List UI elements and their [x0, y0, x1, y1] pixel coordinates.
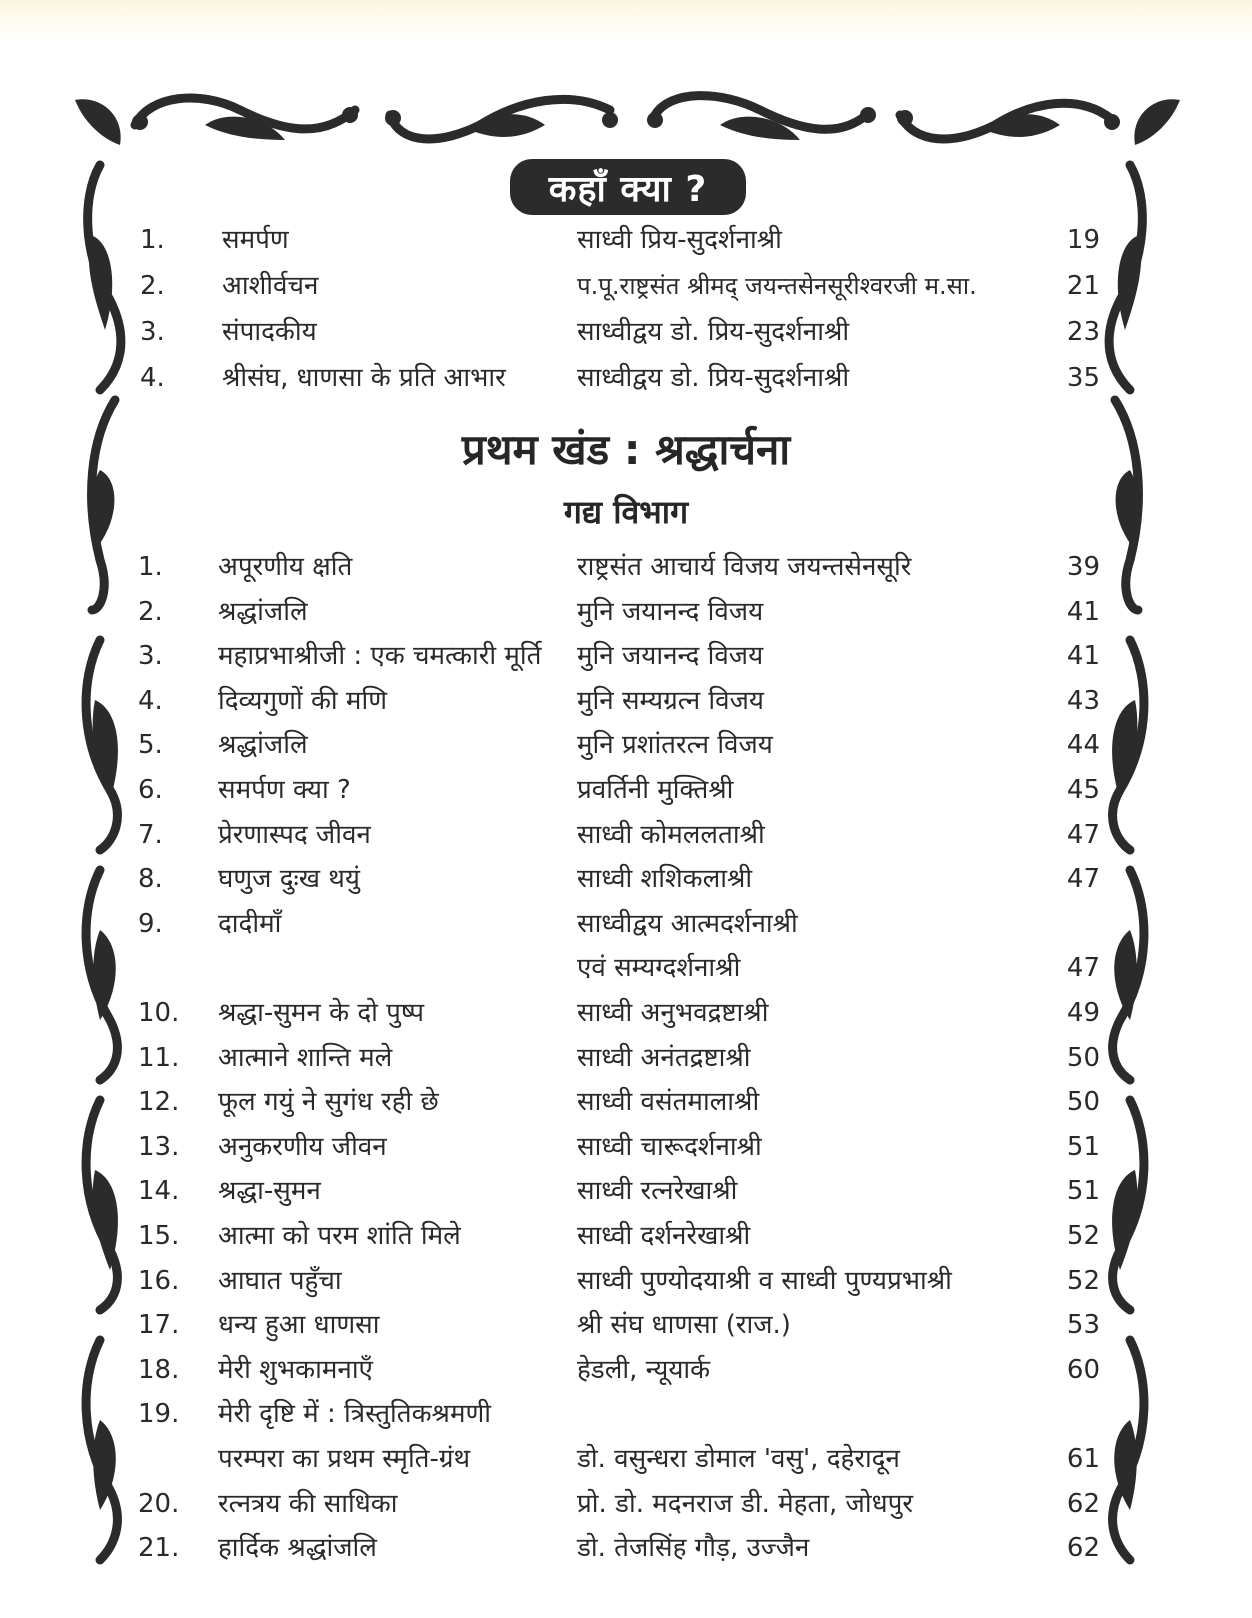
entry-author: एवं सम्यग्दर्शनाश्री — [577, 953, 741, 984]
toc-row — [0, 1526, 1252, 1570]
toc-row — [0, 356, 1252, 400]
entry-author: साध्वीद्वय डो. प्रिय-सुदर्शनाश्री — [577, 317, 850, 347]
entry-page: 53 — [1066, 1310, 1100, 1341]
entry-number: 14. — [138, 1176, 180, 1207]
entry-number: 4. — [140, 363, 165, 393]
entry-page: 60 — [1066, 1354, 1100, 1385]
entry-title: अपूरणीय क्षति — [218, 552, 353, 582]
entry-author: मुनि सम्यग्रत्न विजय — [577, 685, 764, 716]
toc-row — [0, 1125, 1252, 1169]
entry-page: 62 — [1066, 1488, 1100, 1519]
toc-row — [0, 264, 1252, 308]
entry-page: 61 — [1066, 1444, 1100, 1474]
entry-title: समर्पण क्या ? — [218, 775, 351, 805]
entry-number: 7. — [138, 819, 163, 850]
toc-row — [0, 1437, 1252, 1481]
toc-row — [0, 310, 1252, 354]
subsection-heading: गद्य विभाग — [563, 493, 689, 531]
entry-author: हेडली, न्यूयार्क — [577, 1354, 711, 1385]
entry-number: 8. — [138, 864, 163, 895]
entry-number: 3. — [138, 641, 163, 672]
entry-title: हार्दिक श्रद्धांजलि — [218, 1533, 377, 1564]
entry-title: परम्परा का प्रथम स्मृति-ग्रंथ — [218, 1444, 471, 1474]
entry-page: 49 — [1066, 998, 1100, 1028]
entry-page: 47 — [1066, 953, 1100, 984]
page-title: कहाँ क्या ? — [510, 159, 746, 215]
entry-page: 62 — [1066, 1533, 1100, 1564]
entry-author: साध्वी वसंतमालाश्री — [577, 1087, 760, 1118]
entry-title: प्रेरणास्पद जीवन — [218, 819, 371, 850]
entry-title: श्रद्धा-सुमन के दो पुष्प — [218, 998, 425, 1028]
entry-author: डो. तेजसिंह गौड़, उज्जैन — [577, 1533, 810, 1564]
entry-number: 10. — [138, 998, 180, 1028]
entry-number: 9. — [138, 908, 163, 939]
entry-author: साध्वी अनुभवद्रष्टाश्री — [577, 998, 769, 1028]
toc-row — [0, 1169, 1252, 1213]
entry-number: 4. — [138, 685, 163, 716]
entry-title: दिव्यगुणों की मणि — [218, 685, 387, 716]
entry-author: श्री संघ धाणसा (राज.) — [577, 1310, 791, 1341]
entry-author: डो. वसुन्धरा डोमाल 'वसु', दहेरादून — [577, 1444, 900, 1474]
entry-author: प्रवर्तिनी मुक्तिश्री — [577, 775, 734, 805]
entry-title: आघात पहुँचा — [218, 1265, 342, 1296]
entry-author: साध्वीद्वय आत्मदर्शनाश्री — [577, 908, 798, 939]
entry-author: साध्वी कोमललताश्री — [577, 819, 765, 850]
toc-row — [0, 1036, 1252, 1080]
toc-row — [0, 723, 1252, 767]
entry-author: साध्वी चारूदर्शनाश्री — [577, 1131, 762, 1162]
entry-number: 15. — [138, 1221, 180, 1251]
toc-row — [0, 679, 1252, 723]
entry-author: साध्वी पुण्योदयाश्री व साध्वी पुण्यप्रभाश्री — [577, 1265, 952, 1296]
entry-number: 21. — [138, 1533, 180, 1564]
entry-author: साध्वीद्वय डो. प्रिय-सुदर्शनाश्री — [577, 363, 850, 393]
entry-page: 47 — [1066, 819, 1100, 850]
entry-title: श्रद्धांजलि — [218, 730, 308, 761]
toc-row — [0, 991, 1252, 1035]
toc-row — [0, 545, 1252, 589]
toc-row — [0, 634, 1252, 678]
entry-title: श्रद्धांजलि — [218, 596, 308, 627]
entry-author: साध्वी प्रिय-सुदर्शनाश्री — [577, 225, 782, 255]
toc-row — [0, 857, 1252, 901]
entry-page: 23 — [1066, 317, 1100, 347]
entry-number: 11. — [138, 1042, 180, 1073]
entry-number: 12. — [138, 1087, 180, 1118]
entry-page: 35 — [1066, 363, 1100, 393]
toc-row — [0, 813, 1252, 857]
entry-title: आत्माने शान्ति मले — [218, 1042, 393, 1073]
toc-row — [0, 1080, 1252, 1124]
entry-author: प.पू.राष्ट्रसंत श्रीमद् जयन्तसेनसूरीश्वरजी म.सा. — [577, 272, 977, 300]
entry-author: मुनि प्रशांतरत्न विजय — [577, 730, 773, 761]
entry-number: 6. — [138, 775, 163, 805]
toc-row — [0, 902, 1252, 946]
entry-page: 52 — [1066, 1221, 1100, 1251]
entry-page: 50 — [1066, 1042, 1100, 1073]
entry-page: 41 — [1066, 641, 1100, 672]
entry-page: 51 — [1066, 1131, 1100, 1162]
toc-row — [0, 1392, 1252, 1436]
entry-title: रत्नत्रय की साधिका — [218, 1488, 398, 1519]
entry-number: 13. — [138, 1131, 180, 1162]
entry-author: साध्वी रत्नरेखाश्री — [577, 1176, 738, 1207]
entry-page: 45 — [1066, 775, 1100, 805]
entry-title: श्रद्धा-सुमन — [218, 1176, 321, 1207]
entry-page: 41 — [1066, 596, 1100, 627]
toc-row — [0, 590, 1252, 634]
entry-number: 1. — [140, 225, 165, 255]
entry-number: 16. — [138, 1265, 180, 1296]
toc-row — [0, 1214, 1252, 1258]
entry-title: समर्पण — [222, 225, 289, 255]
entry-title: आशीर्वचन — [222, 271, 319, 301]
entry-page: 21 — [1066, 271, 1100, 301]
entry-page: 19 — [1066, 225, 1100, 255]
entry-title: अनुकरणीय जीवन — [218, 1131, 387, 1162]
entry-author: मुनि जयानन्द विजय — [577, 596, 764, 627]
entry-number: 3. — [140, 317, 165, 347]
entry-title: धन्य हुआ धाणसा — [218, 1310, 380, 1341]
toc-row — [0, 218, 1252, 262]
entry-title: मेरी शुभकामनाएँ — [218, 1354, 373, 1385]
entry-title: मेरी दृष्टि में : त्रिस्तुतिकश्रमणी — [218, 1399, 492, 1430]
entry-title: आत्मा को परम शांति मिले — [218, 1221, 461, 1251]
entry-number: 5. — [138, 730, 163, 761]
entry-page: 47 — [1066, 864, 1100, 895]
entry-author: मुनि जयानन्द विजय — [577, 641, 764, 672]
toc-row — [0, 768, 1252, 812]
entry-page: 43 — [1066, 685, 1100, 716]
toc-row — [0, 1482, 1252, 1526]
entry-page: 44 — [1066, 730, 1100, 761]
entry-author: साध्वी शशिकलाश्री — [577, 864, 753, 895]
entry-number: 2. — [138, 596, 163, 627]
entry-number: 17. — [138, 1310, 180, 1341]
entry-number: 18. — [138, 1354, 180, 1385]
entry-number: 2. — [140, 271, 165, 301]
entry-title: घणुज दुःख थयुं — [218, 864, 361, 895]
toc-row — [0, 946, 1252, 990]
entry-author: साध्वी दर्शनरेखाश्री — [577, 1221, 751, 1251]
entry-number: 20. — [138, 1488, 180, 1519]
entry-author: प्रो. डो. मदनराज डी. मेहता, जोधपुर — [577, 1488, 913, 1519]
entry-number: 1. — [138, 552, 163, 582]
section-heading: प्रथम खंड : श्रद्धार्चना — [461, 425, 791, 474]
entry-page: 51 — [1066, 1176, 1100, 1207]
entry-title: संपादकीय — [222, 317, 317, 347]
entry-page: 52 — [1066, 1265, 1100, 1296]
entry-page: 39 — [1066, 552, 1100, 582]
entry-author: राष्ट्रसंत आचार्य विजय जयन्तसेनसूरि — [577, 552, 912, 582]
entry-page: 50 — [1066, 1087, 1100, 1118]
entry-number: 19. — [138, 1399, 180, 1430]
toc-row — [0, 1348, 1252, 1392]
entry-author: साध्वी अनंतद्रष्टाश्री — [577, 1042, 751, 1073]
entry-title: श्रीसंघ, धाणसा के प्रति आभार — [222, 363, 506, 393]
entry-title: दादीमाँ — [218, 908, 282, 939]
entry-title: महाप्रभाश्रीजी : एक चमत्कारी मूर्ति — [218, 641, 542, 672]
entry-title: फूल गयुं ने सुगंध रही छे — [218, 1087, 439, 1118]
toc-row — [0, 1259, 1252, 1303]
toc-row — [0, 1303, 1252, 1347]
